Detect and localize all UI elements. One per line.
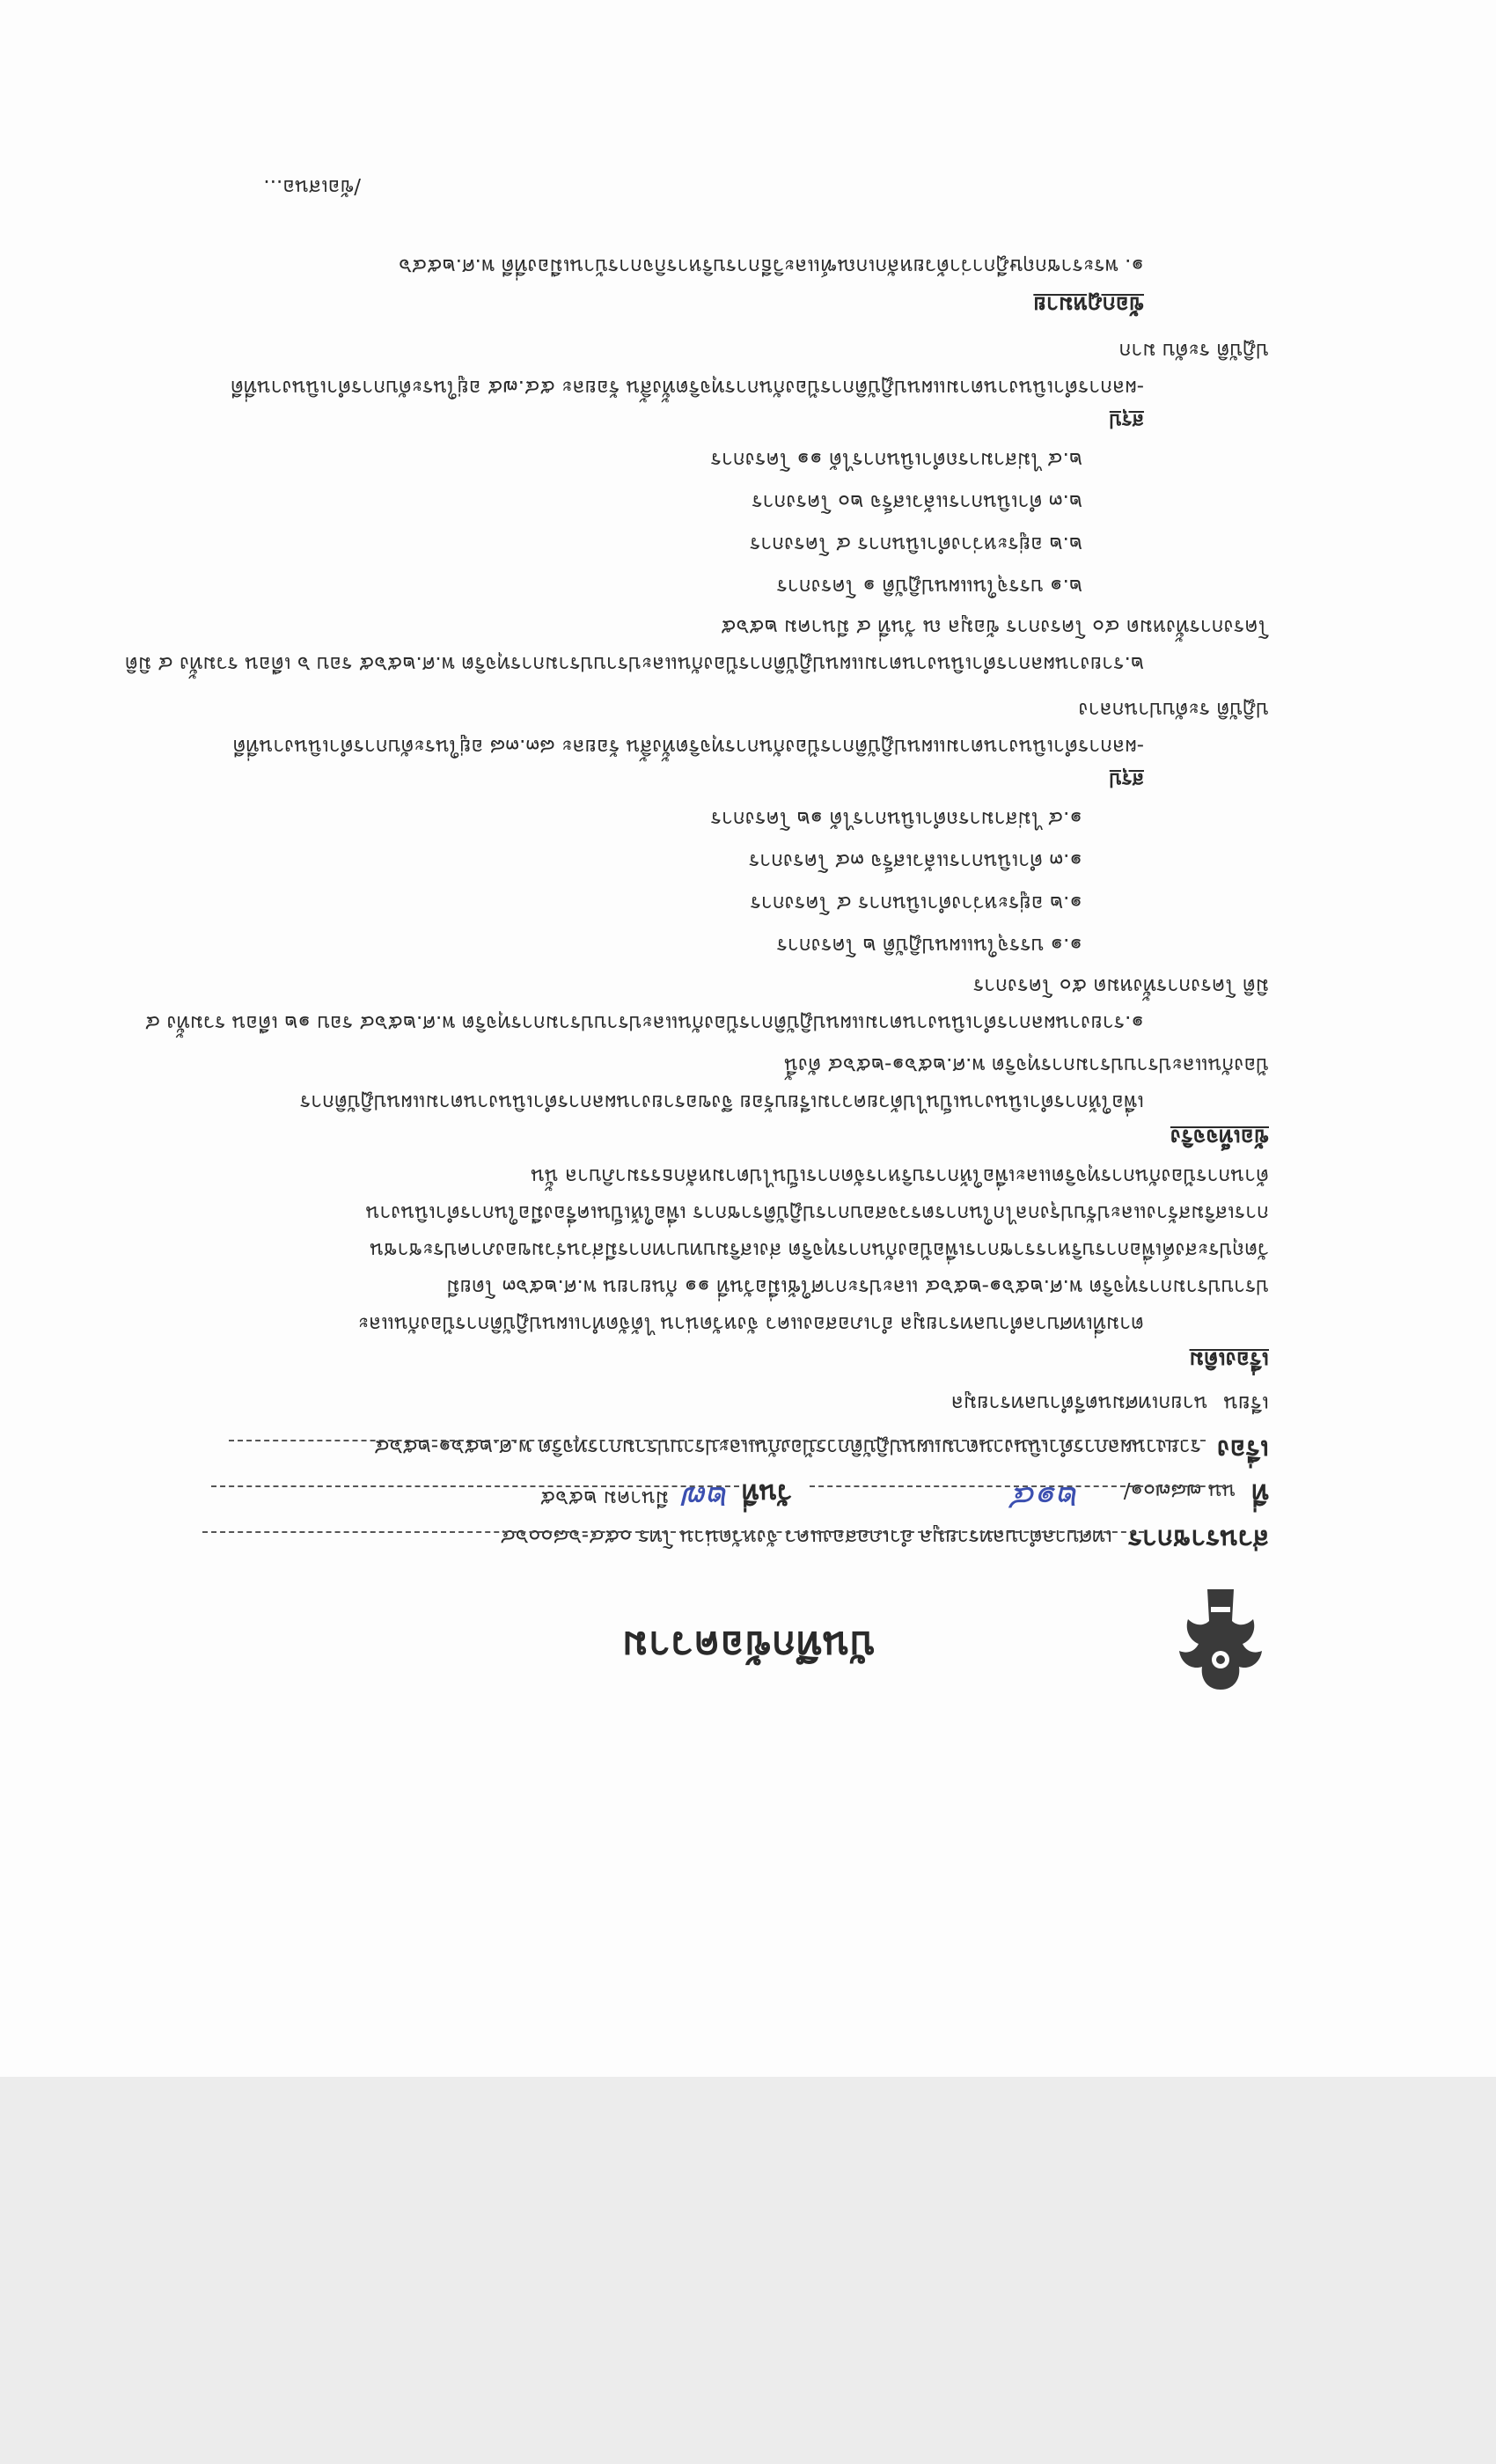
section-heading-law: ข้อกฎหมาย <box>1033 292 1144 318</box>
body-line: -ผลการดำเนินงานตามแผนปฏิบัติการป้องกันการทุจริตทั้งสิ้น ร้อยละ ๕๔.๗๕ อยู่ในระดับการดำเนินงานที่ดี <box>230 376 1144 399</box>
continuation-note: /ข้อเสนอ... <box>263 175 361 198</box>
ref-label: ที่ <box>1251 1478 1269 1508</box>
list-item: ๒.๑ บรรจุในแผนปฏิบัติ ๑ โครงการ <box>776 575 1082 598</box>
list-item: ๒.๓ ดำเนินการแล้วเสร็จ ๒๐ โครงการ <box>752 490 1082 513</box>
body-line: -ผลการดำเนินงานตามแผนปฏิบัติการป้องกันการทุจริตทั้งสิ้น ร้อยละ ๘๓.๓๘ อยู่ในระดับการดำเนินงานที่ดี <box>232 735 1144 758</box>
list-item: ๑.๔ ไม่สามารถดำเนินการได้ ๑๒ โครงการ <box>710 807 1082 830</box>
date-value: มีนาคม ๒๕๖๕ <box>539 1486 669 1509</box>
body-line: ปราบปรามการทุจริต พ.ศ.๒๕๖๑-๒๕๖๔ และประกาศใช้เมื่อวันที่ ๑๑ กันยายน พ.ศ.๒๕๖๓ โดยมี <box>446 1275 1269 1298</box>
body-line: ปฏิบัติ ระดับปานกลาง <box>1078 698 1269 721</box>
page-title: บันทึกข้อความ <box>621 1623 876 1668</box>
body-line: ๑. พระราชกฤษฎีกาว่าด้วยหลักเกณฑ์และวิธีการบริหารกิจการบ้านเมืองที่ดี พ.ศ.๒๕๔๖ <box>399 254 1144 277</box>
ref-value: นน ๗๘๗๐๑/ <box>1123 1479 1236 1502</box>
list-item: ๑.๒ อยู่ระหว่างดำเนินการ ๔ โครงการ <box>750 891 1082 914</box>
summary-heading: สรุป <box>1109 409 1144 431</box>
subject-dotted-line <box>229 1440 1206 1441</box>
section-heading-facts: ข้อเท็จจริง <box>1170 1125 1269 1150</box>
date-row <box>726 1472 792 1514</box>
summary-heading: สรุป <box>1109 768 1144 790</box>
body-line: มิติ โครงการทั้งหมด ๕๐ โครงการ <box>972 974 1269 997</box>
subject-label: เรื่อง <box>1216 1434 1269 1464</box>
to-value: นายกเทศมนตรีตำบลทรายมูล <box>950 1391 1208 1414</box>
to-label: เรียน <box>1223 1391 1269 1416</box>
section-heading-background: เรื่องเดิม <box>1189 1347 1269 1373</box>
ref-row <box>1124 1472 1269 1514</box>
agency-value: เทศบาลตำบลทรายมูล อำเภอสองแคว จังหวัดน่าน โทร ๐๕๔-๖๘๐๐๖๔ <box>500 1525 1112 1548</box>
subject-row <box>374 1428 1269 1470</box>
to-row <box>951 1387 1269 1421</box>
body-line: เพื่อให้การดำเนินงานเป็นไปด้วยความเรียบร้อย จึงขอรายงานผลการดำเนินงานตามแผนปฏิบัติการ <box>299 1090 1144 1113</box>
list-item: ๒.๔ ไม่สามารถดำเนินการได้ ๑๑ โครงการ <box>710 448 1082 471</box>
list-item: ๒.๒ อยู่ระหว่างดำเนินการ ๔ โครงการ <box>749 532 1082 555</box>
subject-value: รายงานผลการดำเนินงานตามแผนปฏิบัติการป้องกันและปราบปรามการทุจริต พ.ศ.๒๕๖๑-๒๕๖๔ <box>374 1435 1201 1458</box>
body-line: ป้องกันและปราบปรามการทุจริต พ.ศ.๒๕๖๑-๒๕๖๔ ดังนี้ <box>784 1053 1269 1076</box>
body-line: ๒.รายงานผลการดำเนินงานตามแผนปฏิบัติการป้องกันและปราบปรามการทุจริต พ.ศ.๒๕๖๕ รอบ ๖ เดือน รวมทั้ง ๔ มิติ <box>124 652 1144 675</box>
body-line: ตามที่เทศบาลตำบลทรายมูล อำเภอสองแคว จังหวัดน่าน ได้จัดทำแผนปฏิบัติการป้องกันและ <box>357 1312 1144 1335</box>
body-line: ๑.รายงานผลการดำเนินงานตามแผนปฏิบัติการป้องกันและปราบปรามการทุจริต พ.ศ.๒๕๖๔ รอบ ๑๒ เดือน รวมทั้ง ๔ <box>144 1011 1144 1034</box>
list-item: ๑.๑ บรรจุในแผนปฏิบัติ ๒ โครงการ <box>776 934 1082 957</box>
body-line: ด้านการป้องกันการทุจริตและเพื่อให้การบริหารจัดการเป็นไปตามหลักธรรมาภิบาล นั้น <box>531 1164 1269 1187</box>
date-dotted-line <box>211 1485 739 1487</box>
ref-number-handwritten: ๒๑๔ <box>1012 1479 1081 1518</box>
agency-row <box>500 1518 1269 1559</box>
date-day-handwritten: ๒๗ <box>683 1479 730 1518</box>
list-item: ๑.๓ ดำเนินการแล้วเสร็จ ๓๔ โครงการ <box>748 849 1082 872</box>
agency-label: ส่วนราชการ <box>1127 1523 1269 1554</box>
body-line: วัตถุประสงค์เพื่อการบริหารราชการเพื่อป้องกันการทุจริต ส่งเสริมบทบาทการมีส่วนร่วมของภาคประชาชน <box>370 1238 1269 1261</box>
date-label: วันที่ <box>741 1478 792 1508</box>
ref-dotted-line <box>810 1485 1232 1487</box>
agency-dotted-line <box>202 1531 1144 1533</box>
body-line: การเสริมสร้างและปรับปรุงกลไกในการตรวจสอบการปฏิบัติราชการ เพื่อให้เป็นเครื่องมือในการดำเนินงาน <box>365 1201 1269 1224</box>
body-line: ปฏิบัติ ระดับ มาก <box>1118 339 1269 362</box>
body-line: โครงการทั้งหมด ๔๐ โครงการ ข้อมูล ณ วันที่ ๔ มีนาคม ๒๕๖๕ <box>721 615 1269 638</box>
